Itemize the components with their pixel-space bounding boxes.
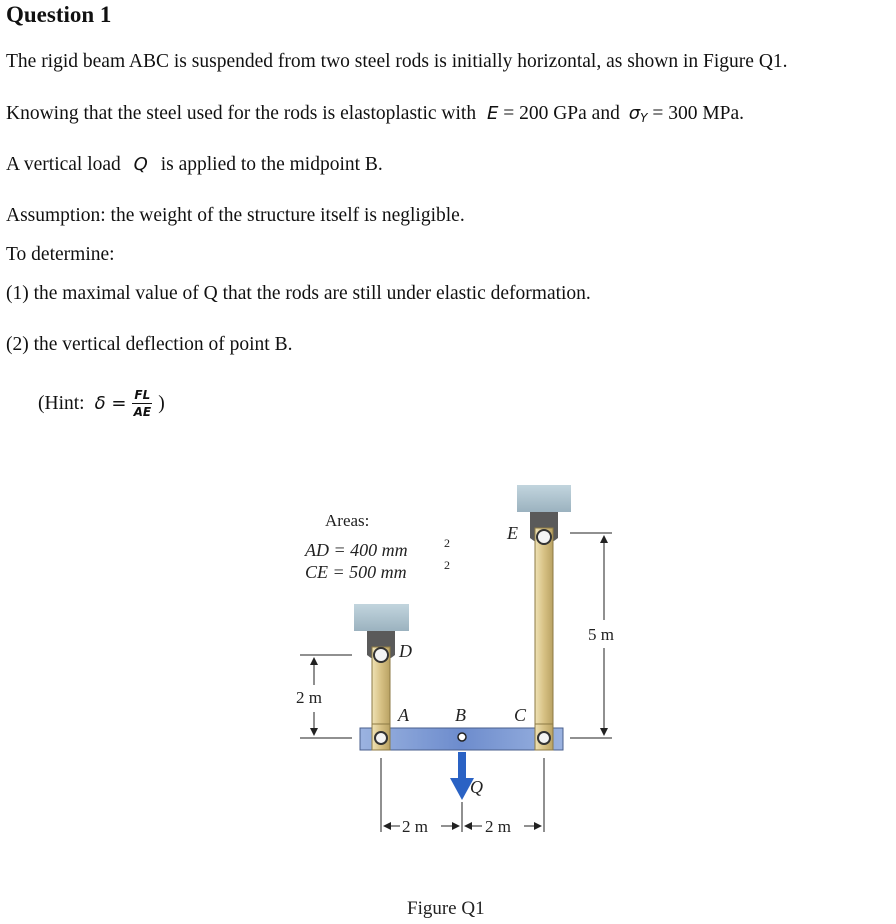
hint-open: (Hint: bbox=[38, 392, 85, 414]
support-e bbox=[517, 485, 571, 512]
label-a: A bbox=[398, 705, 409, 725]
yield-symbol: $\sigma_Y$ bbox=[628, 103, 648, 125]
point-b bbox=[458, 733, 466, 741]
label-c: C bbox=[514, 705, 527, 725]
material-text: Knowing that the steel used for the rods is elastoplastic with bbox=[6, 103, 477, 124]
area-ce-sup: 2 bbox=[444, 558, 450, 572]
hint-numerator: FL bbox=[134, 388, 151, 402]
label-q: Q bbox=[470, 777, 483, 797]
dim-5m-label: 5 m bbox=[588, 625, 614, 644]
rod-ce bbox=[535, 528, 553, 740]
load-symbol: Q bbox=[133, 154, 148, 175]
area-ad: AD = 400 mm bbox=[305, 540, 408, 560]
paragraph-assumption: Assumption: the weight of the structure itself is negligible. bbox=[6, 205, 465, 226]
label-d: D bbox=[399, 641, 412, 661]
areas-title: Areas: bbox=[325, 511, 370, 530]
support-d bbox=[354, 604, 409, 631]
figure-caption: Figure Q1 bbox=[407, 898, 485, 919]
dim-2m-right-label: 2 m bbox=[485, 817, 511, 836]
hint-close: ) bbox=[158, 392, 165, 414]
pin-c bbox=[538, 732, 550, 744]
question-title: Question 1 bbox=[6, 2, 112, 27]
load-text-pre: A vertical load bbox=[6, 154, 121, 175]
label-b: B bbox=[455, 705, 466, 725]
paragraph-to-determine: To determine: bbox=[6, 244, 115, 265]
label-e: E bbox=[507, 523, 518, 543]
hint-denominator: AE bbox=[133, 405, 152, 419]
modulus-symbol: E bbox=[486, 103, 499, 124]
pin-e bbox=[537, 530, 551, 544]
dim-2m-vert-label: 2 m bbox=[296, 688, 322, 707]
task-2: (2) the vertical deflection of point B. bbox=[6, 334, 293, 355]
yield-value: = 300 MPa. bbox=[652, 103, 745, 124]
pin-a bbox=[375, 732, 387, 744]
task-1: (1) the maximal value of Q that the rods are still under elastic deformation. bbox=[6, 283, 591, 304]
modulus-value: = 200 GPa and bbox=[503, 103, 620, 124]
load-text-post: is applied to the midpoint B. bbox=[160, 154, 383, 175]
load-arrow-shaft bbox=[458, 752, 466, 780]
dim-2m-left-label: 2 m bbox=[402, 817, 428, 836]
paragraph-beam-description: The rigid beam ABC is suspended from two steel rods is initially horizontal, as shown in Figure Q1. bbox=[6, 51, 788, 72]
pin-d bbox=[374, 648, 388, 662]
area-ce: CE = 500 mm bbox=[305, 562, 407, 582]
hint-delta: δ = bbox=[94, 393, 127, 414]
area-ad-sup: 2 bbox=[444, 536, 450, 550]
